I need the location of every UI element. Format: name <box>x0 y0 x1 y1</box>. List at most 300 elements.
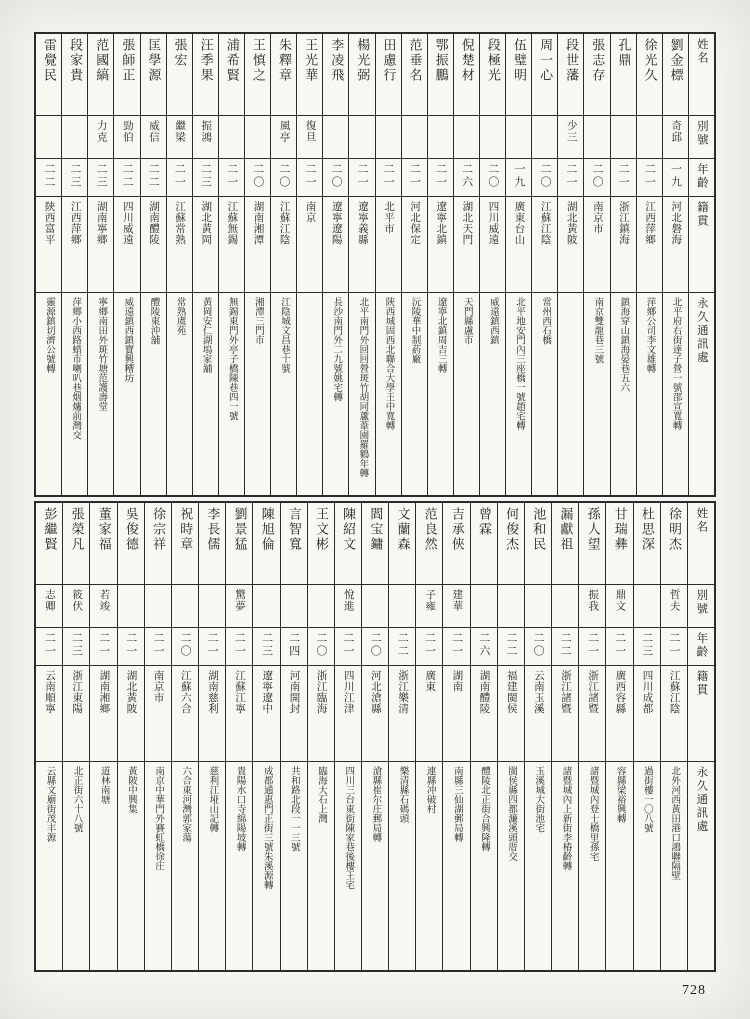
person-age: 二三 <box>640 632 653 658</box>
byname-cell <box>506 116 531 159</box>
person-address: 長沙南門外二九號姚宅轉 <box>331 297 342 402</box>
person-address: 遼寧北鎮周吉三轉 <box>435 297 446 373</box>
person-name: 倪楚材 <box>459 38 475 83</box>
person-address: 貴陽水口寺綿陽坡轉 <box>234 766 245 852</box>
name-cell <box>323 34 348 116</box>
person-name: 文蘭森 <box>395 507 411 552</box>
person-native-place: 湖南 <box>451 670 463 692</box>
person-name: 張志存 <box>590 38 606 83</box>
name-cell <box>118 503 144 585</box>
header-native-label: 籍貫 <box>695 201 708 228</box>
native-place-cell <box>471 666 497 762</box>
person-column <box>226 503 253 970</box>
person-name: 李長儒 <box>205 507 221 552</box>
name-cell <box>349 34 374 116</box>
person-address: 南縣三仙湖郵局轉 <box>451 766 462 842</box>
header-age-cell <box>689 159 714 197</box>
person-name: 李凌飛 <box>329 38 345 83</box>
native-place-cell <box>253 666 279 762</box>
address-cell <box>579 762 605 970</box>
age-cell <box>88 159 113 197</box>
byname-cell <box>584 116 609 159</box>
native-place-cell <box>637 197 662 293</box>
person-byname: 奇邱 <box>670 120 682 143</box>
person-age: 一九 <box>512 163 525 189</box>
name-cell <box>634 503 660 585</box>
byname-cell <box>193 116 218 159</box>
name-cell <box>661 503 687 585</box>
name-cell <box>443 503 469 585</box>
person-native-place: 遼寧義縣 <box>356 201 368 245</box>
person-address: 江陰城文昌巷十號 <box>279 297 289 373</box>
byname-cell <box>253 585 279 628</box>
name-cell <box>90 503 116 585</box>
person-column <box>145 503 172 970</box>
person-byname: 振我 <box>587 589 599 612</box>
native-place-cell <box>558 197 583 293</box>
address-cell <box>389 762 415 970</box>
header-address-cell <box>688 762 714 970</box>
byname-cell <box>579 585 605 628</box>
person-native-place: 湖南湘鄉 <box>98 670 110 714</box>
name-cell <box>376 34 401 116</box>
person-column <box>525 503 552 970</box>
person-name: 匡學源 <box>146 38 162 83</box>
person-column <box>402 34 428 495</box>
age-cell <box>297 159 322 197</box>
person-native-place: 湖北天門 <box>461 201 473 245</box>
header-byname-label: 別號 <box>695 120 708 147</box>
address-cell <box>611 293 636 495</box>
address-cell <box>271 293 296 495</box>
person-name: 汪季果 <box>198 38 214 83</box>
name-cell <box>114 34 139 116</box>
person-age: 二〇 <box>532 632 545 658</box>
person-age: 二二 <box>147 163 160 189</box>
name-cell <box>532 34 557 116</box>
person-column <box>90 503 117 970</box>
name-cell <box>471 503 497 585</box>
person-native-place: 江蘇江寧 <box>234 670 246 714</box>
address-cell <box>199 762 225 970</box>
person-native-place: 四川威遠 <box>121 201 133 245</box>
person-column <box>167 34 193 495</box>
address-cell <box>308 762 334 970</box>
age-cell <box>532 159 557 197</box>
name-cell <box>362 503 388 585</box>
byname-cell <box>416 585 442 628</box>
person-byname: 繼梁 <box>174 120 186 143</box>
byname-cell <box>480 116 505 159</box>
person-name: 閻宝鏞 <box>368 507 384 552</box>
native-place-cell <box>634 666 660 762</box>
person-column <box>88 34 114 495</box>
byname-cell <box>219 116 244 159</box>
person-name: 楊光弼 <box>355 38 371 83</box>
byname-cell <box>323 116 348 159</box>
person-byname: 志卿 <box>44 589 56 612</box>
byname-cell <box>62 116 87 159</box>
page-number: 728 <box>682 983 706 998</box>
person-column <box>141 34 167 495</box>
age-cell <box>253 628 279 666</box>
byname-cell <box>471 585 497 628</box>
byname-cell <box>63 585 89 628</box>
address-cell <box>402 293 427 495</box>
person-column <box>606 503 633 970</box>
header-age-label: 年齡 <box>695 632 708 659</box>
native-place-cell <box>443 666 469 762</box>
age-cell <box>271 159 296 197</box>
byname-cell <box>454 116 479 159</box>
native-place-cell <box>498 666 524 762</box>
person-column <box>454 34 480 495</box>
person-native-place: 河北保定 <box>409 201 421 245</box>
byname-cell <box>88 116 113 159</box>
age-cell <box>36 159 61 197</box>
age-cell <box>362 628 388 666</box>
age-cell <box>114 159 139 197</box>
name-cell <box>88 34 113 116</box>
byname-cell <box>661 585 687 628</box>
name-cell <box>63 503 89 585</box>
person-age: 二一 <box>643 163 656 189</box>
person-name: 何俊杰 <box>504 507 520 552</box>
name-cell <box>525 503 551 585</box>
byname-cell <box>376 116 401 159</box>
header-byname-label: 別號 <box>695 589 708 616</box>
person-address: 萍鄉公司李文雄轉 <box>644 297 655 373</box>
address-cell <box>141 293 166 495</box>
age-cell <box>199 628 225 666</box>
header-byname-cell <box>689 116 714 159</box>
person-age: 二三 <box>95 163 108 189</box>
person-byname: 哲夫 <box>668 589 680 612</box>
age-cell <box>579 628 605 666</box>
person-column <box>114 34 140 495</box>
name-cell <box>335 503 361 585</box>
age-cell <box>443 628 469 666</box>
address-cell <box>416 762 442 970</box>
age-cell <box>349 159 374 197</box>
name-cell <box>219 34 244 116</box>
native-place-cell <box>402 197 427 293</box>
person-column <box>443 503 470 970</box>
person-native-place: 江蘇六合 <box>179 670 191 714</box>
age-cell <box>62 159 87 197</box>
native-place-cell <box>297 197 322 293</box>
person-column <box>253 503 280 970</box>
person-column <box>498 503 525 970</box>
age-cell <box>193 159 218 197</box>
person-age: 二一 <box>43 632 56 658</box>
person-column <box>199 503 226 970</box>
person-native-place: 浙江鎮海 <box>617 201 629 245</box>
person-age: 二二 <box>504 632 517 658</box>
name-cell <box>281 503 307 585</box>
native-place-cell <box>62 197 87 293</box>
person-native-place: 浙江諸暨 <box>587 670 599 714</box>
native-place-cell <box>199 666 225 762</box>
native-place-cell <box>611 197 636 293</box>
person-age: 二四 <box>287 632 300 658</box>
native-place-cell <box>36 666 62 762</box>
age-cell <box>281 628 307 666</box>
byname-cell <box>637 116 662 159</box>
person-native-place: 浙江諸暨 <box>560 670 572 714</box>
address-cell <box>167 293 192 495</box>
native-place-cell <box>663 197 688 293</box>
person-byname: 風亭 <box>278 120 290 143</box>
native-place-cell <box>376 197 401 293</box>
name-cell <box>402 34 427 116</box>
person-age: 二一 <box>565 163 578 189</box>
native-place-cell <box>661 666 687 762</box>
person-native-place: 河北磐海 <box>670 201 682 245</box>
person-native-place: 福建閩侯 <box>505 670 517 714</box>
person-column <box>532 34 558 495</box>
person-byname: 建華 <box>451 589 463 612</box>
age-cell <box>552 628 578 666</box>
person-column <box>281 503 308 970</box>
age-cell <box>471 628 497 666</box>
person-column <box>471 503 498 970</box>
byname-cell <box>349 116 374 159</box>
age-cell <box>480 159 505 197</box>
age-cell <box>145 628 171 666</box>
person-name: 甘瑞彝 <box>612 507 628 552</box>
person-native-place: 云南順寧 <box>44 670 56 714</box>
name-cell <box>36 34 61 116</box>
person-native-place: 江蘇江陰 <box>539 201 551 245</box>
person-address: 黃岡安仁湖塢家舖 <box>200 297 211 373</box>
age-cell <box>558 159 583 197</box>
native-place-cell <box>454 197 479 293</box>
person-age: 二一 <box>617 163 630 189</box>
header-address-label: 永久通訊處 <box>695 297 708 365</box>
address-cell <box>219 293 244 495</box>
age-cell <box>36 628 62 666</box>
person-column <box>193 34 219 495</box>
byname-cell <box>335 585 361 628</box>
address-cell <box>532 293 557 495</box>
address-cell <box>36 762 62 970</box>
native-place-cell <box>219 197 244 293</box>
person-native-place: 河北滄縣 <box>369 670 381 714</box>
person-name: 范良然 <box>422 507 438 552</box>
person-column <box>579 503 606 970</box>
person-name: 徐宗祥 <box>151 507 167 552</box>
name-cell <box>389 503 415 585</box>
person-column <box>36 503 63 970</box>
age-cell <box>219 159 244 197</box>
person-age: 一九 <box>669 163 682 189</box>
address-cell <box>226 762 252 970</box>
age-cell <box>172 628 198 666</box>
address-cell <box>114 293 139 495</box>
person-address: 北外河西黃田港口鴻聯隔壁 <box>669 766 680 880</box>
byname-cell <box>226 585 252 628</box>
address-cell <box>62 293 87 495</box>
person-native-place: 湖北黃岡 <box>200 201 212 245</box>
person-column <box>558 34 584 495</box>
name-cell <box>308 503 334 585</box>
person-age: 二一 <box>151 632 164 658</box>
person-name: 陳紹文 <box>341 507 357 552</box>
person-age: 二三 <box>260 632 273 658</box>
native-place-cell <box>88 197 113 293</box>
person-name: 田慮行 <box>381 38 397 83</box>
person-column <box>506 34 532 495</box>
age-cell <box>661 628 687 666</box>
person-address: 容縣梁裕興轉 <box>614 766 625 823</box>
person-age: 二〇 <box>277 163 290 189</box>
age-cell <box>63 628 89 666</box>
person-name: 王光華 <box>303 38 319 83</box>
person-native-place: 湖南醴陵 <box>148 201 160 245</box>
header-byname-cell <box>688 585 714 628</box>
person-age: 二六 <box>460 163 473 189</box>
person-column <box>661 503 688 970</box>
person-native-place: 南京 <box>304 201 316 223</box>
person-byname: 少三 <box>565 120 577 143</box>
age-cell <box>611 159 636 197</box>
address-cell <box>663 293 688 495</box>
address-cell <box>498 762 524 970</box>
address-cell <box>637 293 662 495</box>
person-address: 臨海大石上灣 <box>316 766 327 823</box>
person-native-place: 遼寧北鎮 <box>435 201 447 245</box>
byname-cell <box>199 585 225 628</box>
age-cell <box>454 159 479 197</box>
person-age: 二〇 <box>369 632 382 658</box>
person-address: 黃陂中興集 <box>125 766 136 814</box>
person-name: 孫人望 <box>585 507 601 552</box>
person-age: 二二 <box>396 632 409 658</box>
byname-cell <box>36 585 62 628</box>
address-cell <box>88 293 113 495</box>
person-age: 二〇 <box>591 163 604 189</box>
person-address: 滄縣崔尔庄郵局轉 <box>370 766 381 842</box>
byname-cell <box>281 585 307 628</box>
person-column <box>389 503 416 970</box>
person-address: 威遠鎮西鎮 <box>487 297 498 345</box>
person-byname: 驚夢 <box>234 589 246 612</box>
person-age: 二一 <box>586 632 599 658</box>
person-byname: 力克 <box>95 120 107 143</box>
byname-cell <box>297 116 322 159</box>
person-column <box>271 34 297 495</box>
header-column <box>688 503 714 970</box>
address-cell <box>253 762 279 970</box>
person-address: 寧鄉南田外斑竹塘范護壽堂 <box>96 297 107 411</box>
person-age: 二二 <box>559 632 572 658</box>
header-name-cell <box>689 34 714 116</box>
byname-cell <box>118 585 144 628</box>
person-native-place: 江西萍鄉 <box>644 201 656 245</box>
person-column <box>36 34 62 495</box>
person-age: 二〇 <box>330 163 343 189</box>
person-address: 北平府右街達子營一號邵宣寬轉 <box>670 297 681 430</box>
person-age: 二一 <box>434 163 447 189</box>
byname-cell <box>308 585 334 628</box>
byname-cell <box>172 585 198 628</box>
address-cell <box>281 762 307 970</box>
person-address: 諸暨城內登士橋里孫宅 <box>587 766 598 861</box>
name-cell <box>552 503 578 585</box>
address-cell <box>376 293 401 495</box>
person-age: 二三 <box>68 163 81 189</box>
age-cell <box>308 628 334 666</box>
byname-cell <box>532 116 557 159</box>
person-native-place: 遼寧遼陽 <box>330 201 342 245</box>
address-cell <box>480 293 505 495</box>
byname-cell <box>141 116 166 159</box>
address-cell <box>63 762 89 970</box>
person-age: 二二 <box>121 163 134 189</box>
person-age: 二一 <box>206 632 219 658</box>
person-name: 周一心 <box>538 38 554 83</box>
bottom-table <box>34 501 716 972</box>
address-cell <box>552 762 578 970</box>
person-native-place: 江蘇常熟 <box>174 201 186 245</box>
person-name: 張師正 <box>120 38 136 83</box>
person-address: 北平南門外回回營斑竹胡同蘆葦園羅鶴年轉 <box>357 297 368 478</box>
byname-cell <box>498 585 524 628</box>
native-place-cell <box>416 666 442 762</box>
person-age: 二一 <box>356 163 369 189</box>
name-cell <box>253 503 279 585</box>
name-cell <box>141 34 166 116</box>
person-age: 二一 <box>382 163 395 189</box>
header-age-label: 年齡 <box>695 163 708 190</box>
name-cell <box>558 34 583 116</box>
person-native-place: 湖南寧鄉 <box>95 201 107 245</box>
person-native-place: 浙江樂清 <box>397 670 409 714</box>
person-column <box>62 34 88 495</box>
header-column <box>689 34 714 495</box>
age-cell <box>663 159 688 197</box>
native-place-cell <box>552 666 578 762</box>
person-age: 二一 <box>423 632 436 658</box>
address-cell <box>193 293 218 495</box>
header-address-label: 永久通訊處 <box>695 766 708 834</box>
age-cell <box>226 628 252 666</box>
person-name: 范垂名 <box>407 38 423 83</box>
person-name: 鄂振鵬 <box>433 38 449 83</box>
name-cell <box>611 34 636 116</box>
person-name: 段極光 <box>485 38 501 83</box>
byname-cell <box>634 585 660 628</box>
person-age: 二三 <box>70 632 83 658</box>
person-native-place: 廣西容縣 <box>614 670 626 714</box>
native-place-cell <box>606 666 632 762</box>
person-column <box>219 34 245 495</box>
byname-cell <box>663 116 688 159</box>
person-native-place: 四川威遠 <box>487 201 499 245</box>
person-address: 沅陵華中制葯廠 <box>409 297 420 364</box>
address-cell <box>525 762 551 970</box>
person-name: 吉承俠 <box>449 507 465 552</box>
native-place-cell <box>506 197 531 293</box>
person-address: 云縣文廟街茂丰源 <box>44 766 55 842</box>
person-age: 二〇 <box>251 163 264 189</box>
age-cell <box>637 159 662 197</box>
person-column <box>63 503 90 970</box>
age-cell <box>606 628 632 666</box>
person-age: 二一 <box>342 632 355 658</box>
age-cell <box>245 159 270 197</box>
